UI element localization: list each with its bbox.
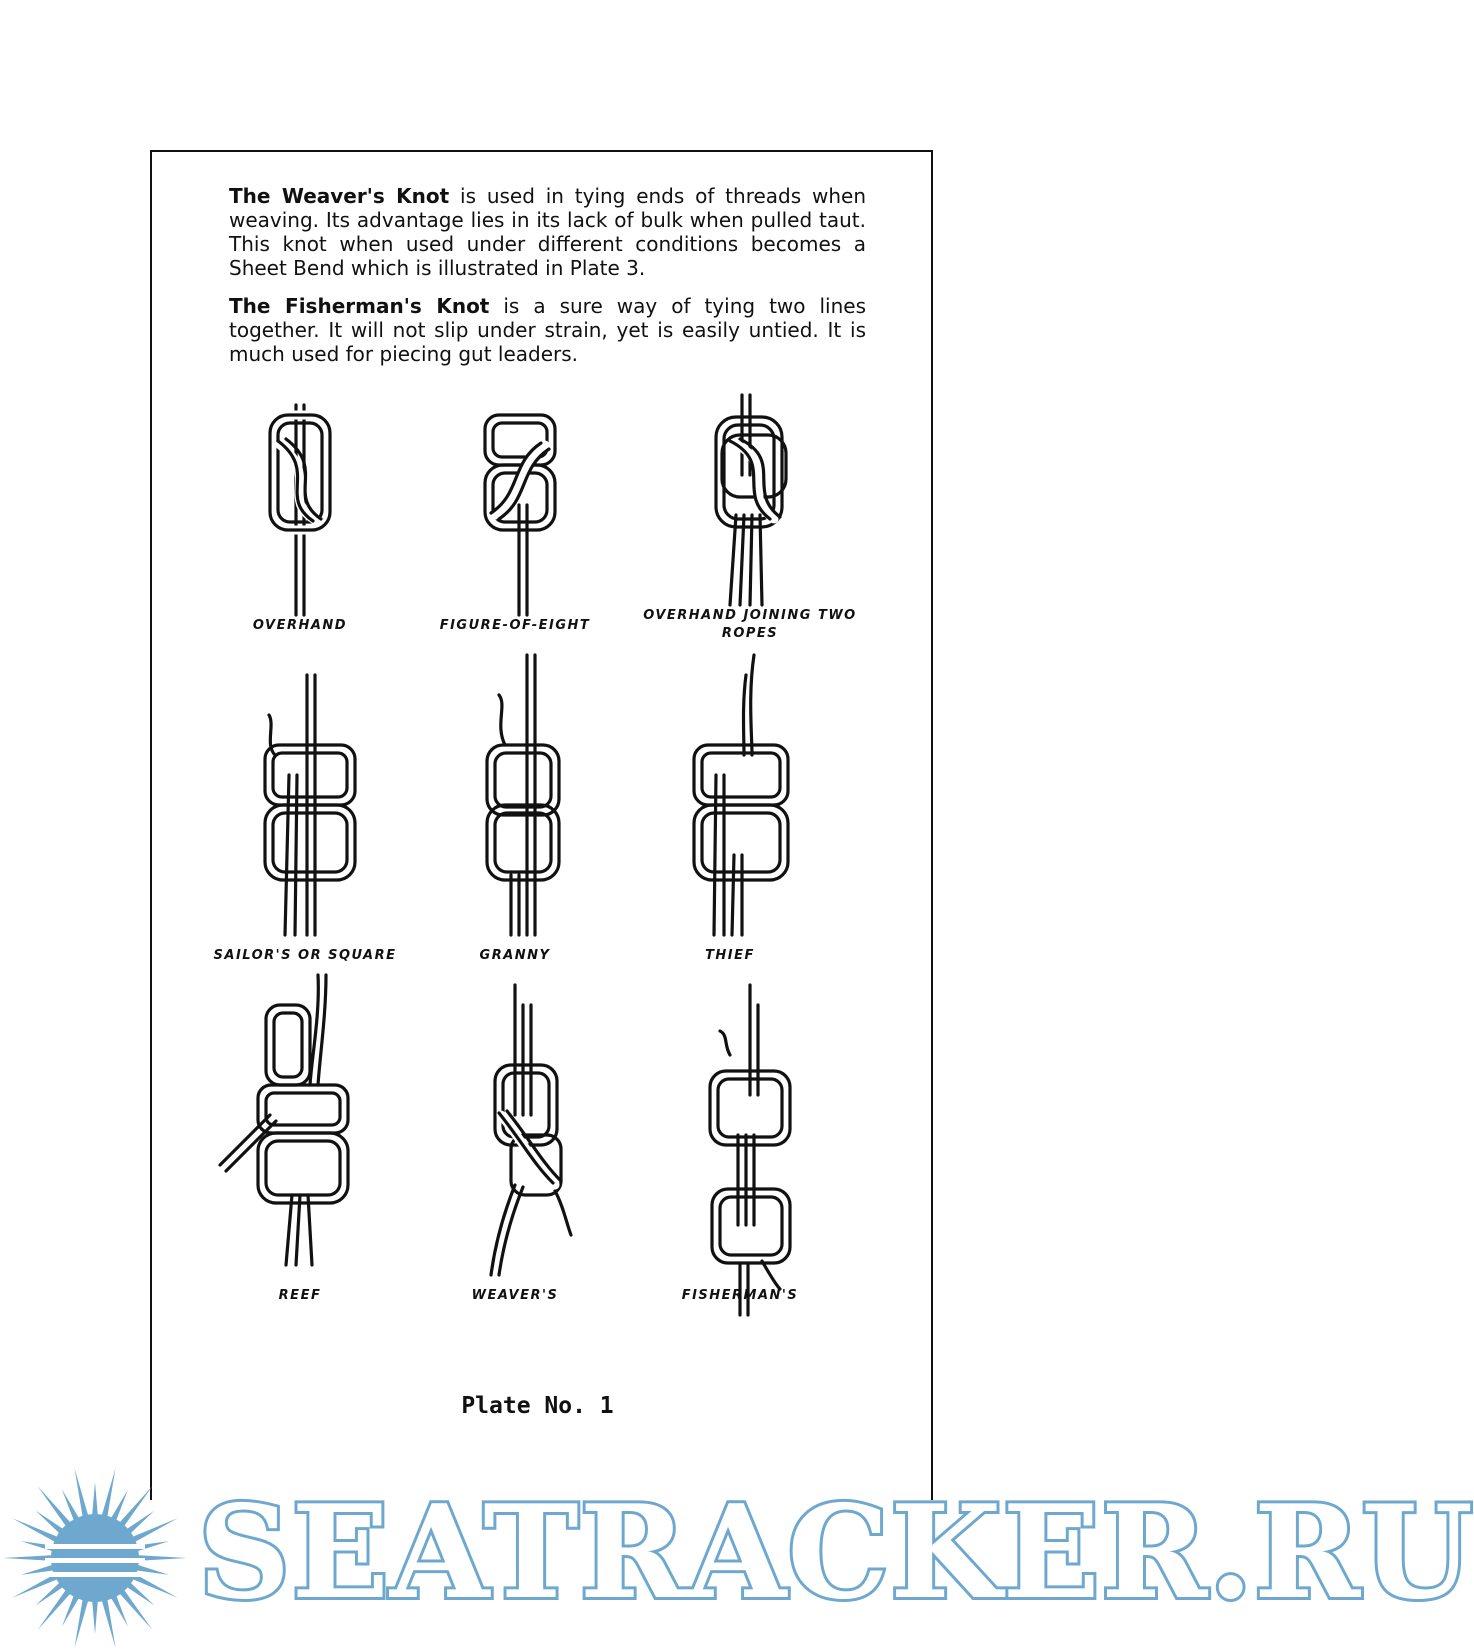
- intro-text: [229, 184, 866, 380]
- knot-label: FISHERMAN'S: [681, 1288, 799, 1303]
- fishermans-illustration: [640, 1075, 840, 1285]
- knot-weavers: [415, 1075, 615, 1335]
- overhand-joining-illustration: [650, 395, 850, 605]
- sailors-square-illustration: [205, 735, 405, 945]
- plate-caption: Plate No. 1: [461, 1393, 614, 1419]
- knot-label: FIGURE-OF-EIGHT: [439, 618, 591, 633]
- knot-fishermans: [640, 1075, 840, 1335]
- knot-granny: [415, 735, 615, 995]
- knot-label: THIEF: [705, 948, 755, 963]
- fisherman-text: is a sure way of tying two lines together. It will not slip under strain, yet is easily untied. It is much used for piecing gut leaders.: [229, 294, 867, 366]
- knot-figure-of-eight: [415, 405, 615, 665]
- knot-overhand-joining: [643, 395, 857, 655]
- weavers-illustration: [415, 1075, 615, 1285]
- weavers-paragraph: [229, 184, 866, 280]
- knot-label: OVERHAND: [252, 618, 348, 633]
- knot-label: REEF: [278, 1288, 322, 1303]
- reef-illustration: [200, 1075, 400, 1285]
- knot-reef: [200, 1075, 400, 1335]
- weavers-title: The Weaver's Knot: [229, 184, 450, 208]
- knot-sailors-square: [205, 735, 405, 995]
- knot-thief: [630, 735, 830, 995]
- knot-label: SAILOR'S OR SQUARE: [213, 948, 397, 963]
- watermark-text: SEATRACKER.RU: [198, 1478, 1474, 1628]
- fisherman-paragraph: [229, 294, 866, 366]
- knot-label: WEAVER'S: [471, 1288, 559, 1303]
- knot-overhand: [200, 405, 400, 665]
- granny-illustration: [415, 735, 615, 945]
- weavers-text: is used in tying ends of threads when weaving. Its advantage lies in its lack of bulk when pulled taut. This knot when used under different conditions becomes a Sheet Bend which is illustrated in Plate 3.: [229, 184, 866, 280]
- knot-label: GRANNY: [479, 948, 551, 963]
- overhand-illustration: [200, 405, 400, 615]
- fisherman-title: The Fisherman's Knot: [229, 294, 490, 318]
- figure-of-eight-illustration: [415, 405, 615, 615]
- thief-illustration: [630, 735, 830, 945]
- knot-label: OVERHAND JOINING TWO ROPES: [643, 608, 857, 641]
